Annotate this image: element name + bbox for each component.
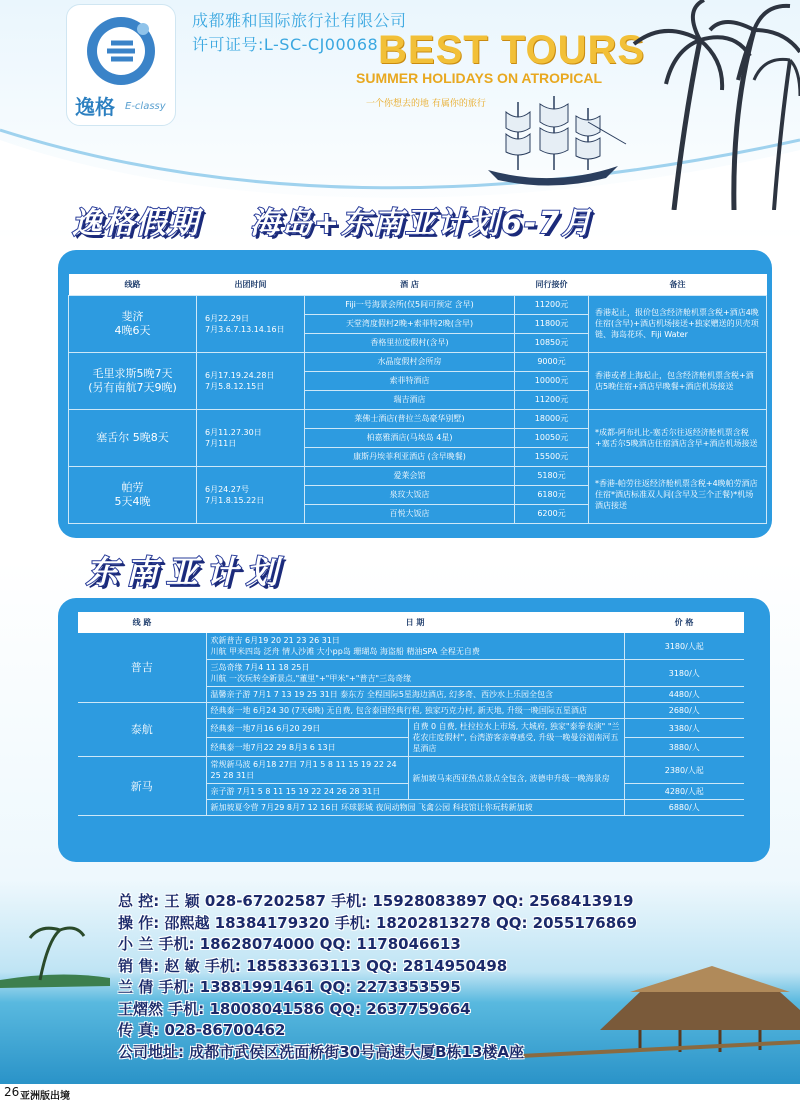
date-cell: 6月17.19.24.28日 7月5.8.12.15日 [197, 352, 305, 409]
price-cell: 3880/人 [624, 738, 744, 757]
tagline: 一个你想去的地 有属你的旅行 [366, 99, 486, 109]
price-cell: 3380/人 [624, 719, 744, 738]
sailing-ship-icon [478, 92, 628, 192]
date-cell: 常规新马波 6月18 27日 7月1 5 8 11 15 19 22 24 25 28 31日 [206, 757, 408, 784]
hotel-cell: 康斯丹埃菲利亚酒店 (含早晚餐) [305, 447, 515, 466]
contact-operator-2: 小 兰 手机: 18628074000 QQ: 1178046613 [118, 935, 461, 953]
island-plan-table [68, 274, 767, 524]
date-cell: 经典泰一地7月22 29 8月3 6 13日 [206, 738, 408, 757]
brand-title: BEST TOURS [378, 28, 646, 72]
price-cell: 6200元 [515, 504, 589, 523]
hotel-cell: 索菲特酒店 [305, 371, 515, 390]
price-cell: 9000元 [515, 352, 589, 371]
table-header-row [69, 274, 767, 295]
contact-fax: 传 真: 028-86700462 [118, 1021, 286, 1039]
hotel-cell: 莱佛士酒店(普拉兰岛豪华别墅) [305, 409, 515, 428]
table-header-row [78, 612, 744, 633]
date-cell: 欢新普吉 6月19 20 21 23 26 31日 川航 甲米四岛 泛舟 情人沙滩 大小pp岛 珊瑚岛 海盗船 精油SPA 全程无自费 [206, 633, 624, 660]
section1-title: 海岛+东南亚计划6-7月 [250, 206, 594, 241]
route-cell: 普吉 [78, 633, 206, 703]
date-cell: 6月24.27号 7月1.8.15.22日 [197, 466, 305, 523]
note-cell: *香港-帕劳往返经济舱机票含税+4晚帕劳酒店住宿*酒店标准双人间(含早及三个正餐)*机场酒店接送 [589, 466, 767, 523]
footer-bar [0, 1084, 800, 1100]
route-cell: 塞舌尔 5晚8天 [69, 409, 197, 466]
price-cell: 6880/人 [624, 800, 744, 816]
price-cell: 11200元 [515, 295, 589, 314]
price-cell: 18000元 [515, 409, 589, 428]
section2-title: 东南亚计划 [86, 553, 287, 591]
hotel-cell: Fiji一号海景会所(仅5间可预定 含早) [305, 295, 515, 314]
price-cell: 15500元 [515, 447, 589, 466]
price-cell: 11800元 [515, 314, 589, 333]
hotel-cell: 天堂湾度假村2晚+索菲特2晚(含早) [305, 314, 515, 333]
route-cell: 帕劳 5天4晚 [69, 466, 197, 523]
header-route: 线路 [69, 274, 197, 295]
brand-subtitle: SUMMER HOLIDAYS ON ATROPICAL [356, 70, 603, 86]
header-hotel: 酒 店 [305, 274, 515, 295]
price-cell: 2380/人起 [624, 757, 744, 784]
table-row [69, 352, 767, 371]
price-cell: 2680/人 [624, 703, 744, 719]
company-address: 公司地址: 成都市武侯区洗面桥街30号高速大厦B栋13楼A座 [118, 1042, 525, 1061]
contact-sales-3: 王熠然 手机: 18008041586 QQ: 2637759664 [118, 999, 471, 1018]
price-cell: 10000元 [515, 371, 589, 390]
note-cell: *成都-阿布扎比-塞舌尔往返经济舱机票含税+塞舌尔5晚酒店住宿酒店含早+酒店机场接送 [589, 409, 767, 466]
logo-en: E-classy [125, 101, 166, 112]
date-cell: 经典泰一地 6月24 30 (7天6晚) 无自费, 包含泰国经典行程, 独家巧克力村, 新天地, 升级一晚国际五星酒店 [206, 703, 624, 719]
route-cell: 泰航 [78, 703, 206, 757]
logo-e-icon [81, 11, 161, 91]
price-cell: 3180/人起 [624, 633, 744, 660]
header-dates: 出团时间 [197, 274, 305, 295]
note-cell: 香港或者上海起止，包含经济舱机票含税+酒店5晚住宿+酒店早晚餐+酒店机场接送 [589, 352, 767, 409]
hotel-cell: 爱莱会馆 [305, 466, 515, 485]
hotel-cell: 水晶度假村会所房 [305, 352, 515, 371]
table-row [69, 295, 767, 314]
sea-plan-table [78, 612, 744, 816]
price-cell: 4480/人 [624, 687, 744, 703]
date-cell: 亲子游 7月1 5 8 11 15 19 22 24 26 28 31日 [206, 784, 408, 800]
header-route: 线 路 [78, 612, 206, 633]
section1-title-brand: 逸格假期 [72, 206, 200, 241]
table-row [78, 703, 744, 719]
date-cell: 经典泰一地7月16 6月20 29日 [206, 719, 408, 738]
contact-manager: 总 控: 王 颖 028-67202587 手机: 15928083897 QQ: 2568413919 [118, 892, 634, 910]
shared-note-cell: 新加坡马来西亚热点景点全包含, 波德申升级一晚海景房 [408, 757, 624, 800]
hotel-cell: 香格里拉度假村(含早) [305, 333, 515, 352]
price-cell: 5180元 [515, 466, 589, 485]
table-row [69, 409, 767, 428]
route-cell: 毛里求斯5晚7天 (另有南航7天9晚) [69, 352, 197, 409]
header-price: 价 格 [624, 612, 744, 633]
price-cell: 4280/人起 [624, 784, 744, 800]
shared-note-cell: 自费 0 自费, 杜拉拉水上市场, 大城府, 独家"泰拳表演" "兰花农庄度假村", 台湾游客亲尊感受, 升级一晚曼谷湄南河五星酒店 [408, 719, 624, 757]
price-cell: 3180/人 [624, 660, 744, 687]
contact-operator: 操 作: 邵熙越 18384179320 手机: 18202813278 QQ: 2055176869 [118, 913, 638, 932]
price-cell: 11200元 [515, 390, 589, 409]
header-dates: 日 期 [206, 612, 624, 633]
date-cell: 新加坡夏令营 7月29 8月7 12 16日 环球影城 夜间动物园 飞禽公园 科技馆让你玩转新加坡 [206, 800, 624, 816]
hotel-cell: 瑞吉酒店 [305, 390, 515, 409]
hotel-cell: 柏嘉雅酒店(马埃岛 4星) [305, 428, 515, 447]
date-cell: 6月22.29日 7月3.6.7.13.14.16日 [197, 295, 305, 352]
hotel-cell: 百悦大饭店 [305, 504, 515, 523]
contact-sales-2: 兰 倩 手机: 13881991461 QQ: 2273353595 [118, 978, 461, 996]
license-number: 许可证号:L-SC-CJ00068 [192, 35, 379, 54]
company-name: 成都雅和国际旅行社有限公司 [192, 11, 407, 30]
price-cell: 6180元 [515, 485, 589, 504]
contact-list [118, 890, 768, 1062]
price-cell: 10050元 [515, 428, 589, 447]
route-cell: 新马 [78, 757, 206, 816]
table-row [78, 757, 744, 784]
note-cell: 香港起止，报价包含经济舱机票含税+酒店4晚住宿(含早)+酒店机场接送+独家赠送的贝壳项链、海岛花环、Fiji Water [589, 295, 767, 352]
route-cell: 斐济 4晚6天 [69, 295, 197, 352]
header-price: 同行接价 [515, 274, 589, 295]
logo [66, 4, 176, 126]
contact-sales-1: 销 售: 赵 敏 手机: 18583363113 QQ: 2814950498 [118, 956, 508, 975]
hotel-cell: 泉玟大饭店 [305, 485, 515, 504]
table-row [69, 466, 767, 485]
page-number: 26 [4, 1085, 20, 1099]
palm-trees-icon [614, 0, 800, 210]
price-cell: 10850元 [515, 333, 589, 352]
table-row [78, 633, 744, 660]
logo-name: 逸格 [75, 95, 115, 119]
header-notes: 备注 [589, 274, 767, 295]
date-cell: 6月11.27.30日 7月11日 [197, 409, 305, 466]
footer-label: 亚洲版出境 [20, 1091, 70, 1100]
date-cell: 三岛奇缘 7月4 11 18 25日 川航 一次玩转全新景点,"董里"+"甲米"+"普吉"三岛奇缘 [206, 660, 624, 687]
date-cell: 温馨亲子游 7月1 7 13 19 25 31日 泰东方 全程国际5星海边酒店, 幻多奇、西沙水上乐园全包含 [206, 687, 624, 703]
